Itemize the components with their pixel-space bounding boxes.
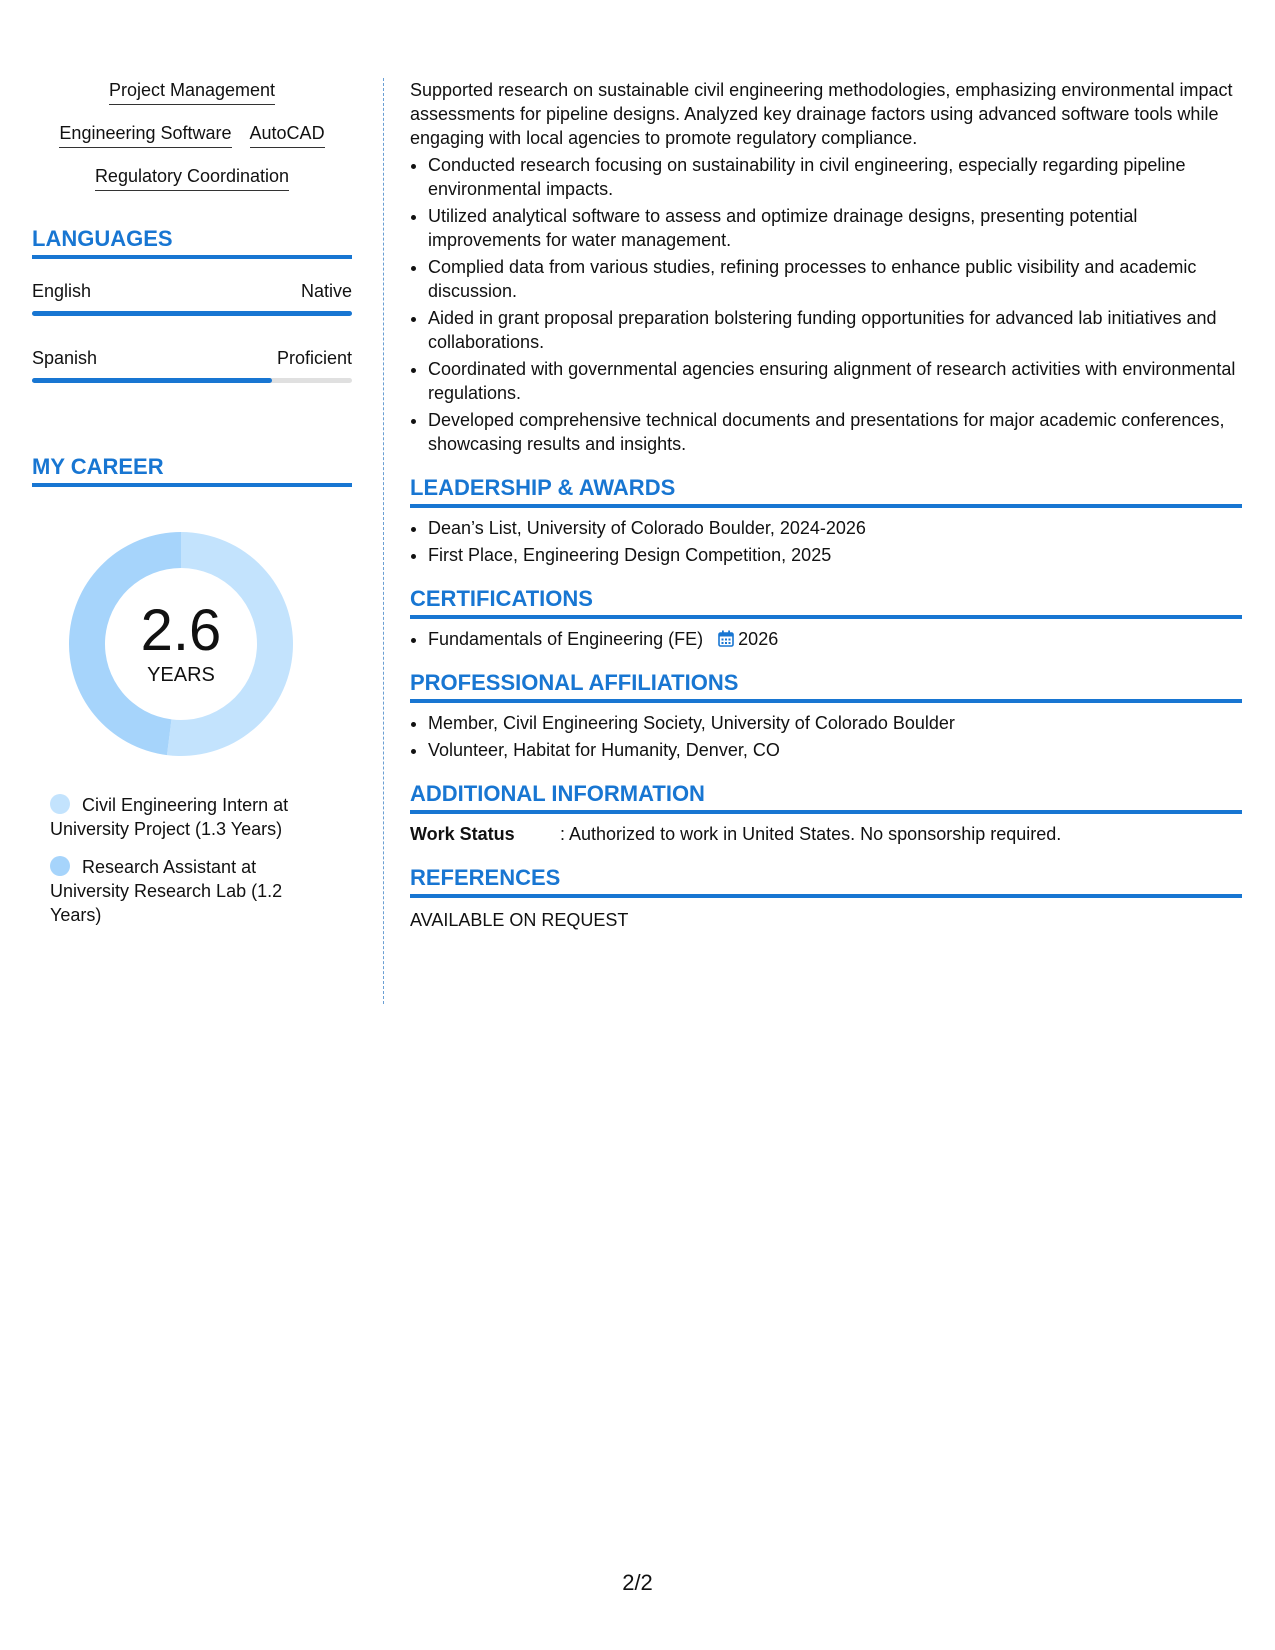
references-heading: REFERENCES [410,864,1242,898]
career-donut-chart [66,529,296,759]
list-item: • Developed comprehensive technical documents and presentations for major academic conferences, showcasing results and insights. [428,408,1242,456]
list-item: • Member, Civil Engineering Society, University of Colorado Boulder [428,711,1242,735]
skill-tag: Project Management [109,78,275,105]
awards-heading: LEADERSHIP & AWARDS [410,474,1242,508]
references-text: AVAILABLE ON REQUEST [410,910,629,930]
experience-summary: Supported research on sustainable civil engineering methodologies, emphasizing environmental impact assessments for pipeline designs. Analyzed key drainage factors using advanced software tools while engaging with local agencies to promote regulatory compliance. [410,80,1233,148]
list-item: • Conducted research focusing on sustainability in civil engineering, especially regarding pipeline environmental impacts. [428,153,1242,201]
right-column [410,78,1242,932]
legend-label: Civil Engineering Intern at University Project (1.3 Years) [50,795,289,839]
certifications-list [410,627,1242,651]
list-item: • First Place, Engineering Design Competition, 2025 [428,543,1242,567]
language-level: Native [300,281,352,301]
career-total: 2.6 [140,598,222,663]
additional-info-heading: ADDITIONAL INFORMATION [410,780,1242,814]
languages-heading: LANGUAGES [32,225,352,259]
work-status-row [410,822,1242,846]
language-bar [32,378,352,383]
language-name: English [32,281,92,301]
skill-row [32,78,352,105]
legend-item [50,793,310,841]
career-legend [50,793,310,927]
legend-dot [50,856,70,876]
legend-item [50,855,310,927]
career-heading: MY CAREER [32,453,352,487]
calendar-icon [718,630,734,647]
awards-list [410,516,1242,567]
skills-list [32,78,352,191]
skill-row [32,164,352,191]
career-unit: YEARS [147,664,215,686]
experience-bullets [410,153,1242,456]
column-divider [383,78,384,1004]
certification-name: Fundamentals of Engineering (FE) [428,629,704,649]
legend-dot [50,794,70,814]
work-status-value: : Authorized to work in United States. No sponsorship required. [560,824,1062,844]
language-item [32,346,352,383]
language-bar-fill [32,311,352,316]
list-item: • Coordinated with governmental agencies ensuring alignment of research activities with environmental regulations. [428,357,1242,405]
language-bar-fill [32,378,272,383]
work-status-label: Work Status [410,824,515,844]
certification-year: 2026 [738,629,779,649]
list-item: • Volunteer, Habitat for Humanity, Denver, CO [428,738,1242,762]
list-item [428,627,1242,651]
list-item: • Aided in grant proposal preparation bolstering funding opportunities for advanced lab initiatives and collaborations. [428,306,1242,354]
language-bar [32,311,352,316]
affiliations-list [410,711,1242,762]
page-number: 2/2 [622,1570,653,1595]
skill-tag: AutoCAD [250,121,325,148]
list-item: • Utilized analytical software to assess and optimize drainage designs, presenting potential improvements for water management. [428,204,1242,252]
skill-row [32,121,352,148]
left-column [32,78,352,941]
language-name: Spanish [32,348,98,368]
list-item: • Complied data from various studies, refining processes to enhance public visibility and academic discussion. [428,255,1242,303]
skill-tag: Engineering Software [59,121,231,148]
language-item [32,279,352,316]
list-item: • Dean’s List, University of Colorado Boulder, 2024-2026 [428,516,1242,540]
affiliations-heading: PROFESSIONAL AFFILIATIONS [410,669,1242,703]
legend-label: Research Assistant at University Research Lab (1.2 Years) [50,857,283,925]
skill-tag: Regulatory Coordination [95,164,289,191]
language-level: Proficient [276,348,352,368]
certifications-heading: CERTIFICATIONS [410,585,1242,619]
